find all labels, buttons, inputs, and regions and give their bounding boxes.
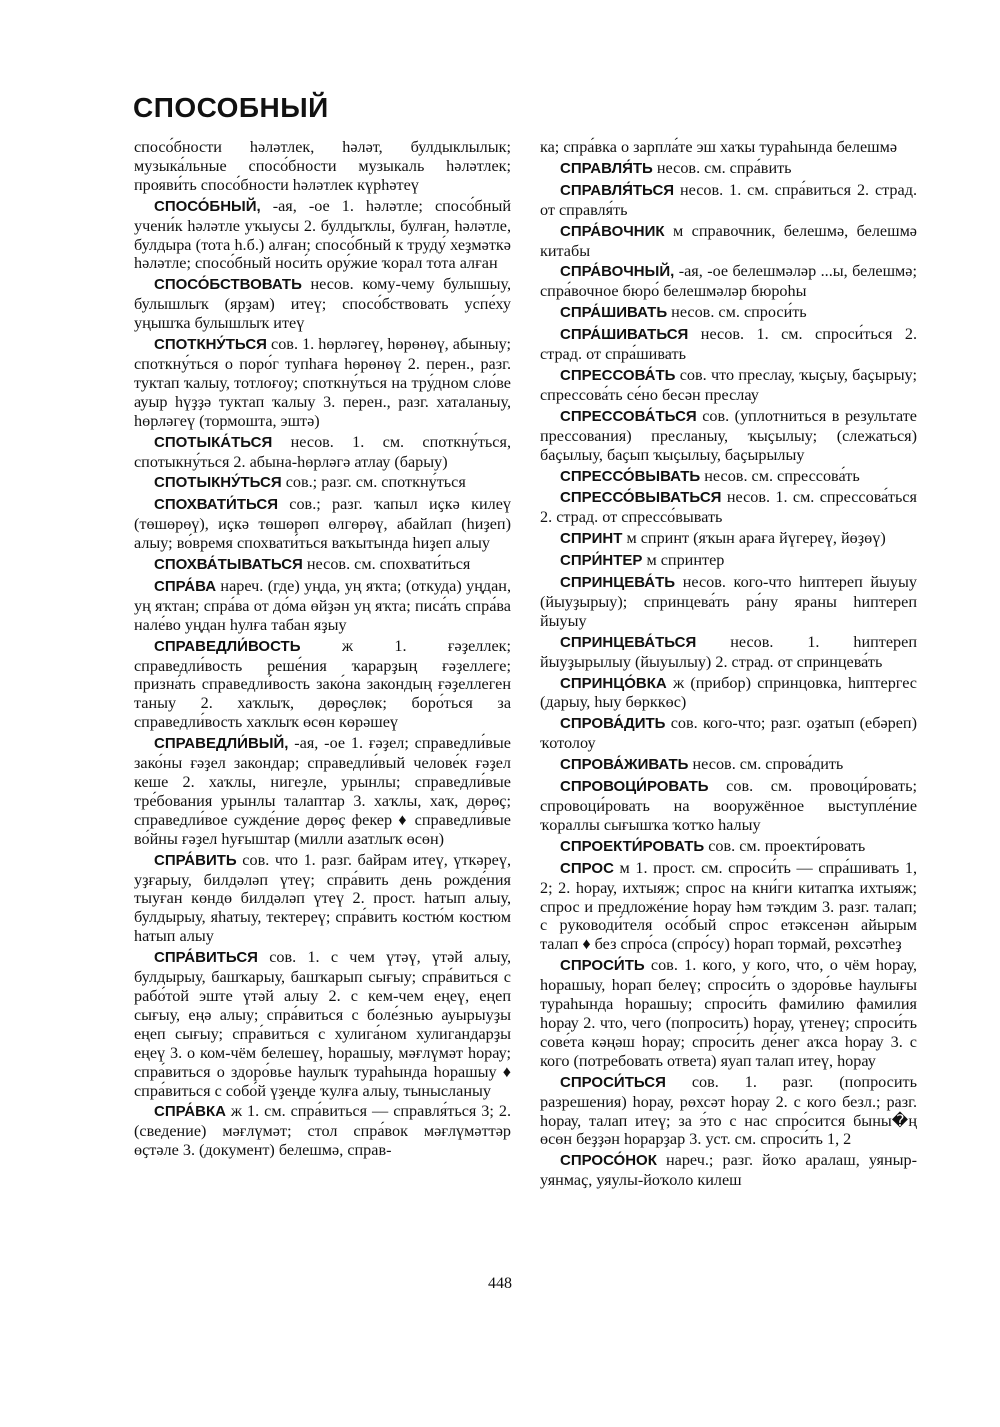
dictionary-entry	[134, 555, 511, 575]
entry-text: спосо́бности һәләтлек, һәләт, булдыклылык; музыка́льные спосо́бности музыкаль һәләтлек; прояви́ть спосо́бности һәләтлек күрһәтеү	[134, 138, 511, 194]
dictionary-entry	[540, 837, 917, 857]
entry-text: сов. 1. һөрләгеү, һөрөнөү, абыныу; споткну́ться о поро́г тупһаға һөрөнөү 2. перен., разг. туктап ҡалыу, тотлоғоу; споткну́ться на тру́дном сло́ве ауыр һүҙҙә туктап ҡалыу 3. перен., разг. хаталаныу, һөрләгеү (тормошта, эштә)	[134, 335, 511, 430]
entry-text: нареч.; разг. йоҡо аралаш, уяныр-уянмаҫ, уяулы-йоҡоло килеш	[540, 1151, 917, 1190]
entry-headword: СПРЕССО́ВЫВАТЬСЯ	[560, 489, 722, 507]
dictionary-entry	[134, 1102, 511, 1160]
entry-text: ж (прибор) спринцовка, һиптергес (дарыу, һыу бөрккөс)	[540, 673, 917, 712]
entry-headword: СПРОСИ́ТЬ	[560, 957, 645, 975]
entry-text: сов.; разг. ҡапыл иҫкә килеү (төшөрөү), иҫкә төшөрөп өлгөрөү, абайлап (һиҙеп) алыу; во́время спохвати́ться ваҡытында һиҙеп алыу	[134, 495, 511, 553]
dictionary-entry	[540, 222, 917, 261]
entry-headword: СПРИНЦО́ВКА	[560, 674, 667, 692]
dictionary-entry	[540, 366, 917, 405]
dictionary-entry	[134, 197, 511, 274]
entry-headword: СПРА́ШИВАТЬСЯ	[560, 326, 689, 344]
entry-headword: СПРИНЦЕВА́ТЬ	[560, 574, 676, 592]
entry-headword: СПРА́ВА	[154, 577, 217, 595]
entry-headword: СПРЕССОВА́ТЬ	[560, 366, 676, 384]
entry-headword: СПОХВА́ТЫВАТЬСЯ	[154, 556, 303, 574]
entry-text: сов. (уплотниться в результате прессования) пресланыу, ҡыҫылыу; (слежаться) баҫылыу, баҫып ҡыҫылыу, баҫырылыу	[540, 406, 917, 464]
dictionary-entry	[540, 777, 917, 835]
entry-text: несов. см. спрессова́ть	[700, 466, 860, 485]
dictionary-entry	[540, 325, 917, 364]
page-number: 448	[488, 1275, 512, 1292]
entry-continuation	[540, 138, 917, 157]
left-column	[134, 138, 511, 1160]
entry-text: несов. см. спрова́дить	[688, 755, 844, 774]
dictionary-entry	[540, 1073, 917, 1150]
entry-headword: СПРАВЕДЛИ́ВЫЙ,	[154, 735, 289, 753]
entry-headword: СПРА́ВИТЬСЯ	[154, 949, 258, 967]
entry-text: сов. кого-что; разг. оҙатып (ебәреп) ҡотолоу	[540, 714, 917, 753]
dictionary-entry	[540, 303, 917, 323]
entry-text: несов. 1. см. споткну́ться, спотыкну́ться 2. абына-һөрләгә атлау (барыу)	[134, 432, 511, 471]
entry-headword: СПОТЫКНУ́ТЬСЯ	[154, 474, 282, 492]
dictionary-entry	[134, 851, 511, 947]
right-column	[540, 138, 917, 1190]
entry-headword: СПРОС	[560, 859, 614, 877]
entry-text: ка; спра́вка о зарпла́те эш хаҡы тураһында белешмә	[540, 138, 898, 156]
entry-continuation	[134, 138, 511, 195]
entry-text: сов.; разг. см. споткну́ться	[281, 473, 466, 492]
entry-text: ж 1. см. спра́виться — справля́ться 3; 2. (сведение) мәғлүмәт; стол спра́вок мәғлүмәттәр өҫтәле 3. (документ) белешмә, справ-	[134, 1102, 511, 1160]
entry-text: несов. 1. см. спроси́ться 2. страд. от спра́шивать	[540, 325, 917, 364]
entry-headword: СПРОСО́НОК	[560, 1152, 657, 1170]
entry-text: сов. 1. разг. (попросить разрешения) һорау, рөхсәт һорау 2. с кого безл.; разг. һорау, талап итеү; за э́то с нас спро́сится быны�ң өсөн беҙҙән һорарҙар 3. уст. см. спроси́ть 1, 2	[540, 1072, 917, 1149]
entry-text: сов. см. проекти́ровать	[704, 836, 866, 855]
dictionary-entry	[134, 637, 511, 733]
entry-headword: СПОСО́БСТВОВАТЬ	[154, 276, 302, 294]
dictionary-entry	[540, 529, 917, 549]
entry-text: несов. см. спроси́ть	[667, 303, 807, 322]
dictionary-entry	[540, 859, 917, 955]
entry-text: несов. кого-что һиптереп йыуыу (йыуҙырыу); спринцева́ть ра́ну яраны һиптереп йыуыу	[540, 573, 917, 630]
dictionary-entry	[134, 275, 511, 333]
entry-headword: СПРА́ВОЧНИК	[560, 222, 665, 240]
entry-text: несов. см. спра́вить	[652, 158, 792, 177]
entry-text: -ая, -ое 1. һәләтле; спосо́бный учени́к һәләтле уҡыусы 2. булдыҡлы, булған, һәләтле, булдыра (тота һ.б.) алған; спосо́бный к труду́ хеҙмәткә һәләтле; спосо́бный носи́ть ору́жие ҡорал тота алған	[134, 196, 511, 273]
dictionary-entry	[540, 488, 917, 527]
running-head: СПОСОБНЫЙ	[133, 92, 329, 123]
entry-text: м 1. прост. см. спроси́ть — спра́шивать 1, 2; 2. һорау, ихтыяж; спрос на кни́ги китапҡа ихтыяж; спрос и предложе́ние һорау һәм тәҡдим 3. разг. талап; с руководи́теля осо́бый спрос етәксенән айырым талап ♦ без спро́са (спро́су) һорап тормай, рөхсәтһеҙ	[540, 858, 917, 954]
dictionary-entry	[134, 433, 511, 472]
entry-headword: СПРИНЦЕВА́ТЬСЯ	[560, 633, 697, 651]
dictionary-entry	[540, 956, 917, 1070]
entry-headword: СПРОВА́ДИТЬ	[560, 715, 666, 733]
entry-text: м спринтер	[642, 551, 725, 570]
entry-text: сов. что 1. разг. байрам итеү, үткәреү, уҙғарыу, билдәләп үтеү; спра́вить день рожде́ния тыуған көндө билдәләп үтеү 2. прост. һатып алыу, булдырыу, яһатыу, тектереү; спра́вить костю́м костюм һатып алыу	[134, 850, 511, 946]
dictionary-entry	[540, 467, 917, 487]
entry-headword: СПОХВАТИ́ТЬСЯ	[154, 496, 279, 514]
dictionary-entry	[134, 495, 511, 553]
entry-headword: СПОСО́БНЫЙ,	[154, 197, 261, 215]
entry-text: несов. 1. см. спрессова́ться 2. страд. от спрессо́вывать	[540, 488, 917, 527]
dictionary-entry	[540, 674, 917, 713]
entry-headword: СПРА́ШИВАТЬ	[560, 304, 668, 322]
entry-text: -ая, -ое 1. ғәҙел; справедли́вые зако́ны ғәҙел закондар; справедли́вый челове́к ғәҙел кеше 2. хаҡлы, нигеҙле, урынлы; справедли́вые тре́бования урынлы талаптар 3. хаҡлы, хаҡ, дөрөҫ; справедли́вое сужде́ние дөрөҫ фекер ♦ справедли́вые во́йны ғәҙел һуғыштар (милли азатлыҡ өсөн)	[134, 734, 511, 848]
dictionary-entry	[540, 262, 917, 301]
entry-headword: СПРА́ВОЧНЫЙ,	[560, 263, 675, 281]
entry-headword: СПРОЕКТИ́РОВАТЬ	[560, 837, 705, 855]
entry-text: ж 1. ғәҙеллек; справедли́вость реше́ния ҡарарҙың ғәҙеллеге; призна́ть справедли́вость зако́на закондың ғәҙеллеген таныу 2. хаҡлыҡ, дөрөҫлөк; боро́ться за справедли́вость хаҡлыҡ өсөн көрәшеү	[134, 636, 511, 732]
entry-headword: СПОТЫКА́ТЬСЯ	[154, 433, 273, 451]
dictionary-entry	[134, 948, 511, 1100]
entry-text: сов. 1. кого, у кого, что, о чём һорау, һорашыу, һорап белеү; спроси́ть о здоро́вье һаулығы тураһында һорашыу; спроси́ть фами́лию фамилия һорау 2. что, чего (попросить) һорау, үтенеү; спроси́ть сове́та кәңәш һорау; спроси́ть де́нег аҡса һорау 3. с кого (потребовать ответа) яуап талап итеү, һорау	[540, 956, 917, 1070]
entry-text: несов. 1. см. спра́виться 2. страд. от справля́ть	[540, 180, 917, 219]
dictionary-entry	[540, 633, 917, 672]
entry-headword: СПРА́ВИТЬ	[154, 851, 237, 869]
entry-text: несов. 1. һиптереп йыуҙырылыу (йыуылыу) 2. страд. от спринцева́ть	[540, 632, 917, 671]
entry-text: сов. см. провоци́ровать; спровоци́ровать на вооружённое выступле́ние ҡораллы сығышҡа ҡотҡо һалыу	[540, 777, 917, 834]
entry-headword: СПРИНТ	[560, 530, 623, 548]
entry-headword: СПРАВЛЯ́ТЬ	[560, 159, 653, 177]
dictionary-entry	[540, 755, 917, 775]
entry-headword: СПРОВОЦИ́РОВАТЬ	[560, 778, 709, 796]
dictionary-entry	[134, 335, 511, 431]
entry-headword: СПРАВЛЯ́ТЬСЯ	[560, 181, 675, 199]
entry-headword: СПОТКНУ́ТЬСЯ	[154, 336, 267, 354]
entry-text: сов. что преслау, ҡыҫыу, баҫырыу; спрессова́ть се́но бесән преслау	[540, 365, 917, 404]
dictionary-entry	[540, 181, 917, 220]
entry-headword: СПРЕССОВА́ТЬСЯ	[560, 407, 697, 425]
entry-headword: СПРОСИ́ТЬСЯ	[560, 1073, 666, 1091]
dictionary-entry	[540, 407, 917, 465]
entry-headword: СПРЕССО́ВЫВАТЬ	[560, 467, 701, 485]
dictionary-entry	[134, 734, 511, 848]
dictionary-entry	[134, 473, 511, 493]
entry-text: м спринт (яҡын араға йүгереү, йөҙөү)	[622, 529, 886, 548]
entry-headword: СПРАВЕДЛИ́ВОСТЬ	[154, 637, 301, 655]
entry-text: сов. 1. с чем үтәү, үтәй алыу, булдырыу, башҡарыу, башҡарып сығыу; спра́виться с рабо́той эште үтәй алыу 2. с кем-чем еңеү, еңеп сығыу, еңә алыу; спра́виться с боле́знью ауырыуҙы еңеп сығыу; спра́виться с хулига́ном хулигандарҙы еңеү 3. о ком-чём белешеү, һорашыу, мәғлүмәт һорау; спра́виться о здоро́вье һаулыҡ тураһында һорашыу ♦ спра́виться с собо́й үҙеңде ҡулға алыу, тынысланыу	[134, 948, 511, 1100]
entry-headword: СПРА́ВКА	[154, 1103, 226, 1121]
dictionary-entry	[540, 714, 917, 753]
entry-text: нареч. (где) уңда, уң яҡта; (откуда) уңдан, уң яҡтан; спра́ва от до́ма өйҙән уң яҡта; писа́ть спра́ва нале́во уңдан һулға табан яҙыу	[134, 576, 511, 634]
dictionary-entry	[540, 551, 917, 571]
entry-text: несов. см. спохвати́ться	[302, 555, 471, 574]
dictionary-entry	[134, 577, 511, 635]
entry-text: -ая, -ое белешмәләр ...ы, белешмә; спра́вочное бюро́ белешмәләр бюроһы	[540, 262, 917, 301]
entry-text: м справочник, белешмә, белешмә китабы	[540, 221, 917, 260]
dictionary-entry	[540, 159, 917, 179]
dictionary-entry	[540, 1151, 917, 1190]
entry-text: несов. кому-чему булышыу, булышлыҡ (ярҙам) итеү; спосо́бствовать успе́ху уңышҡа булышлыҡ итеү	[134, 275, 511, 333]
entry-headword: СПРИ́НТЕР	[560, 552, 643, 570]
entry-headword: СПРОВА́ЖИВАТЬ	[560, 756, 689, 774]
dictionary-entry	[540, 573, 917, 631]
